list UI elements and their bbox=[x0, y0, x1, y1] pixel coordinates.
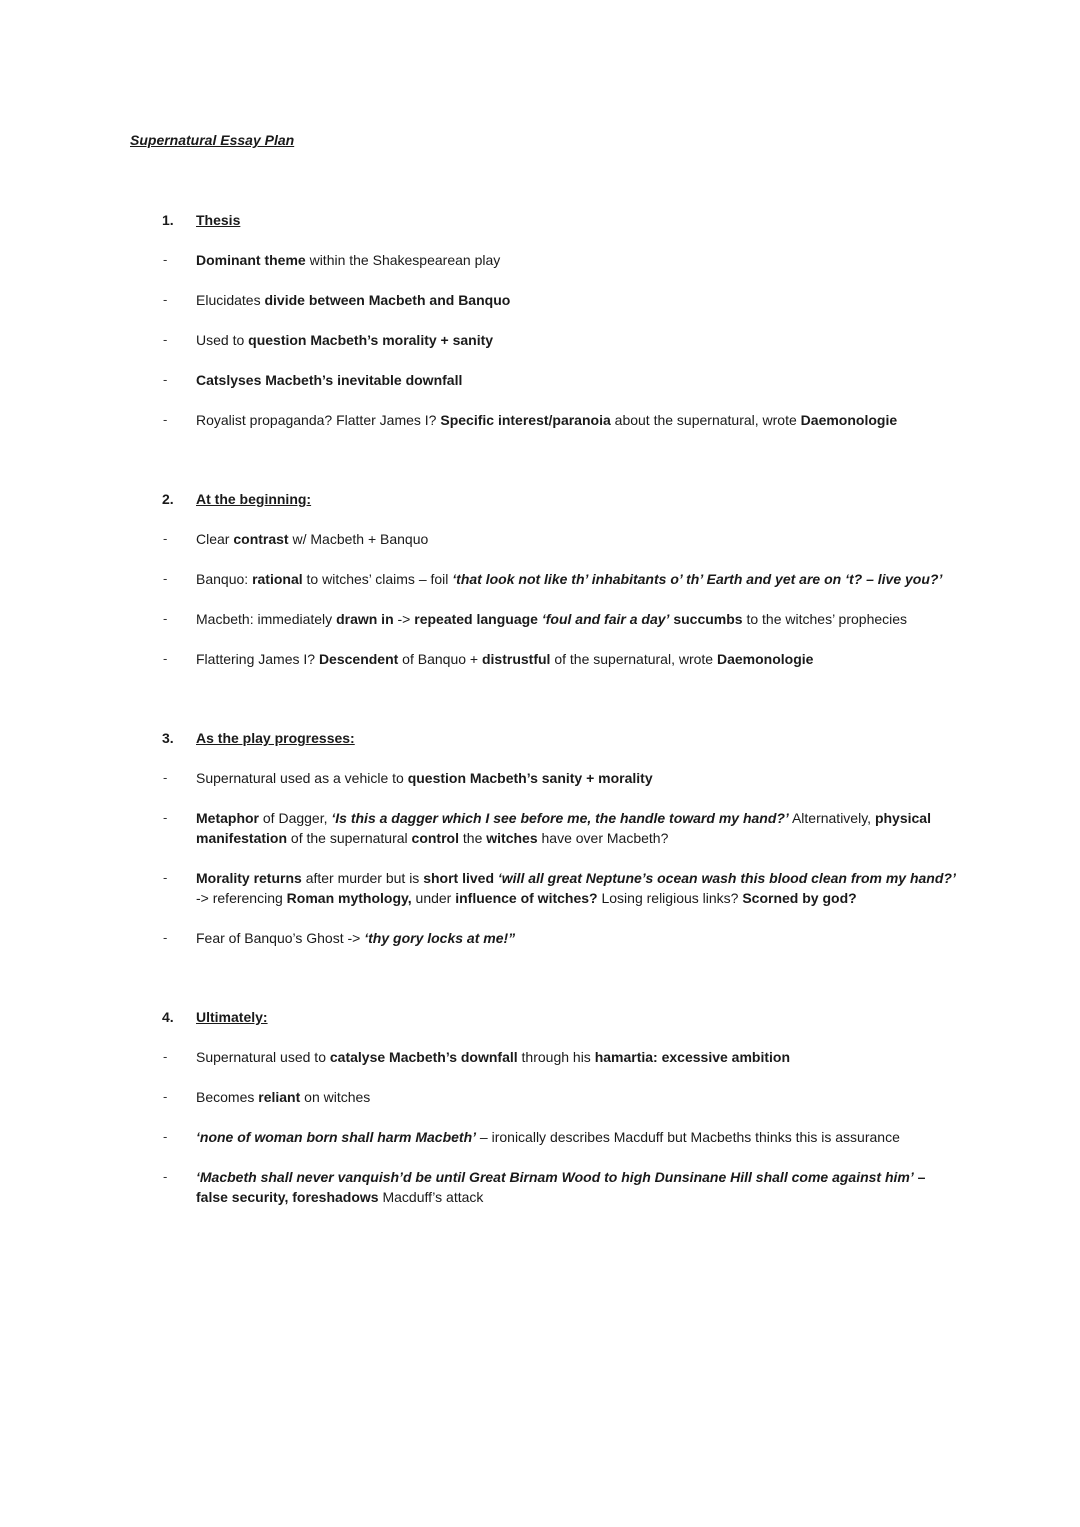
bullet-dash: - bbox=[163, 1089, 168, 1104]
text-run: witches bbox=[486, 830, 538, 846]
section-heading: At the beginning: bbox=[196, 491, 312, 507]
text-run: Supernatural used as a vehicle to bbox=[196, 770, 408, 786]
text-run: Catslyses Macbeth’s inevitable downfall bbox=[196, 372, 463, 388]
text-run: Macbeth: immediately bbox=[196, 611, 337, 627]
text-run: drawn in bbox=[336, 611, 394, 627]
bullet-item bbox=[196, 529, 956, 549]
bullet-item bbox=[196, 609, 956, 629]
bullet-dash: - bbox=[163, 372, 168, 387]
text-run: under bbox=[411, 890, 456, 906]
text-run: Flattering James I? bbox=[196, 651, 319, 667]
text-run: hamartia: excessive ambition bbox=[594, 1049, 791, 1065]
bullet-dash: - bbox=[163, 292, 168, 307]
text-run: Morality returns bbox=[196, 870, 302, 886]
text-run: contrast bbox=[233, 531, 289, 547]
bullet-item bbox=[196, 868, 956, 908]
bullet-item bbox=[196, 808, 956, 848]
bullet-item bbox=[196, 1087, 956, 1107]
text-run: catalyse Macbeth’s downfall bbox=[329, 1049, 518, 1065]
text-run: Macduff’s attack bbox=[378, 1189, 484, 1205]
bullet-item bbox=[196, 410, 956, 430]
text-run: – ironically describes Macduff but Macbeths thinks this is assurance bbox=[476, 1129, 900, 1145]
text-run: on witches bbox=[300, 1089, 371, 1105]
bullet-item bbox=[196, 370, 956, 390]
text-run: to witches’ claims – foil bbox=[302, 571, 453, 587]
bullet-item bbox=[196, 1127, 956, 1147]
bullet-dash: - bbox=[163, 332, 168, 347]
text-run: Scorned by god? bbox=[742, 890, 857, 906]
text-run: of Dagger, bbox=[259, 810, 332, 826]
text-run: – bbox=[913, 1169, 926, 1185]
text-run: w/ Macbeth + Banquo bbox=[288, 531, 429, 547]
bullet-dash: - bbox=[163, 611, 168, 626]
bullet-item bbox=[196, 768, 956, 788]
section-heading: Thesis bbox=[196, 212, 241, 228]
text-run: Alternatively, bbox=[788, 810, 875, 826]
text-run: -> bbox=[393, 611, 415, 627]
bullet-dash: - bbox=[163, 770, 168, 785]
section-heading: Ultimately: bbox=[196, 1009, 268, 1025]
text-run: ‘Is this a dagger which I see before me, the handle toward my hand?’ bbox=[331, 810, 789, 826]
text-run: reliant bbox=[258, 1089, 301, 1105]
bullet-dash: - bbox=[163, 531, 168, 546]
bullet-dash: - bbox=[163, 930, 168, 945]
text-run: question Macbeth’s sanity + morality bbox=[407, 770, 653, 786]
text-run: about the supernatural, wrote bbox=[610, 412, 801, 428]
text-run: Daemonologie bbox=[800, 412, 898, 428]
section-number: 1. bbox=[162, 212, 174, 228]
text-run: Metaphor bbox=[196, 810, 259, 826]
bullet-dash: - bbox=[163, 1129, 168, 1144]
text-run: ‘thy gory locks at me!” bbox=[364, 930, 516, 946]
text-run: succumbs bbox=[673, 611, 743, 627]
text-run: Fear of Banquo’s Ghost -> bbox=[196, 930, 365, 946]
text-run: of the supernatural bbox=[287, 830, 412, 846]
text-run: Losing religious links? bbox=[597, 890, 743, 906]
bullet-dash: - bbox=[163, 870, 168, 885]
text-run: rational bbox=[252, 571, 303, 587]
bullet-dash: - bbox=[163, 1169, 168, 1184]
text-run: Royalist propaganda? Flatter James I? bbox=[196, 412, 441, 428]
text-run: Becomes bbox=[196, 1089, 259, 1105]
text-run: Dominant theme bbox=[196, 252, 306, 268]
text-run: have over Macbeth? bbox=[537, 830, 669, 846]
bullet-dash: - bbox=[163, 571, 168, 586]
text-run: within the Shakespearean play bbox=[305, 252, 501, 268]
text-run: ‘foul and fair a day’ bbox=[541, 611, 670, 627]
text-run: -> referencing bbox=[196, 890, 287, 906]
bullet-item bbox=[196, 569, 956, 589]
bullet-item bbox=[196, 330, 956, 350]
bullet-dash: - bbox=[163, 1049, 168, 1064]
text-run: Roman mythology, bbox=[286, 890, 412, 906]
text-run: ‘will all great Neptune’s ocean wash this blood clean from my hand?’ bbox=[497, 870, 956, 886]
text-run: of the supernatural, wrote bbox=[550, 651, 717, 667]
text-run: ‘that look not like th’ inhabitants o’ th’ Earth and yet are on ‘t? – live you?’ bbox=[452, 571, 943, 587]
text-run: the bbox=[459, 830, 487, 846]
text-run: Banquo: bbox=[196, 571, 253, 587]
text-run: of Banquo + bbox=[398, 651, 482, 667]
bullet-item bbox=[196, 1167, 956, 1207]
bullet-dash: - bbox=[163, 810, 168, 825]
text-run: Used to bbox=[196, 332, 249, 348]
text-run: to the witches’ prophecies bbox=[742, 611, 908, 627]
text-run: control bbox=[411, 830, 459, 846]
bullet-item bbox=[196, 1047, 956, 1067]
text-run: after murder but is bbox=[301, 870, 424, 886]
text-run: influence of witches? bbox=[455, 890, 598, 906]
text-run: question Macbeth’s morality + sanity bbox=[248, 332, 494, 348]
text-run: Elucidates bbox=[196, 292, 265, 308]
text-run: Daemonologie bbox=[716, 651, 814, 667]
text-run: short lived bbox=[423, 870, 494, 886]
bullet-item bbox=[196, 928, 956, 948]
text-run: repeated language bbox=[414, 611, 538, 627]
page-title: Supernatural Essay Plan bbox=[130, 132, 295, 148]
text-run: Supernatural used to bbox=[196, 1049, 330, 1065]
bullet-dash: - bbox=[163, 651, 168, 666]
text-run: ‘Macbeth shall never vanquish’d be until Great Birnam Wood to high Dunsinane Hill shall come against him’ bbox=[196, 1169, 914, 1185]
text-run: Clear bbox=[196, 531, 234, 547]
bullet-dash: - bbox=[163, 252, 168, 267]
text-run: Descendent bbox=[318, 651, 399, 667]
text-run: divide between Macbeth and Banquo bbox=[264, 292, 511, 308]
text-run: through his bbox=[517, 1049, 595, 1065]
text-run: physical manifestation bbox=[196, 810, 931, 846]
bullet-item bbox=[196, 290, 956, 310]
text-run: distrustful bbox=[481, 651, 551, 667]
section-number: 3. bbox=[162, 730, 174, 746]
text-run: false security, foreshadows bbox=[196, 1189, 379, 1205]
bullet-item bbox=[196, 649, 956, 669]
section-number: 4. bbox=[162, 1009, 174, 1025]
section-number: 2. bbox=[162, 491, 174, 507]
text-run: Specific interest/paranoia bbox=[440, 412, 611, 428]
bullet-item bbox=[196, 250, 956, 270]
text-run: ‘none of woman born shall harm Macbeth’ bbox=[196, 1129, 477, 1145]
section-heading: As the play progresses: bbox=[196, 730, 355, 746]
bullet-dash: - bbox=[163, 412, 168, 427]
